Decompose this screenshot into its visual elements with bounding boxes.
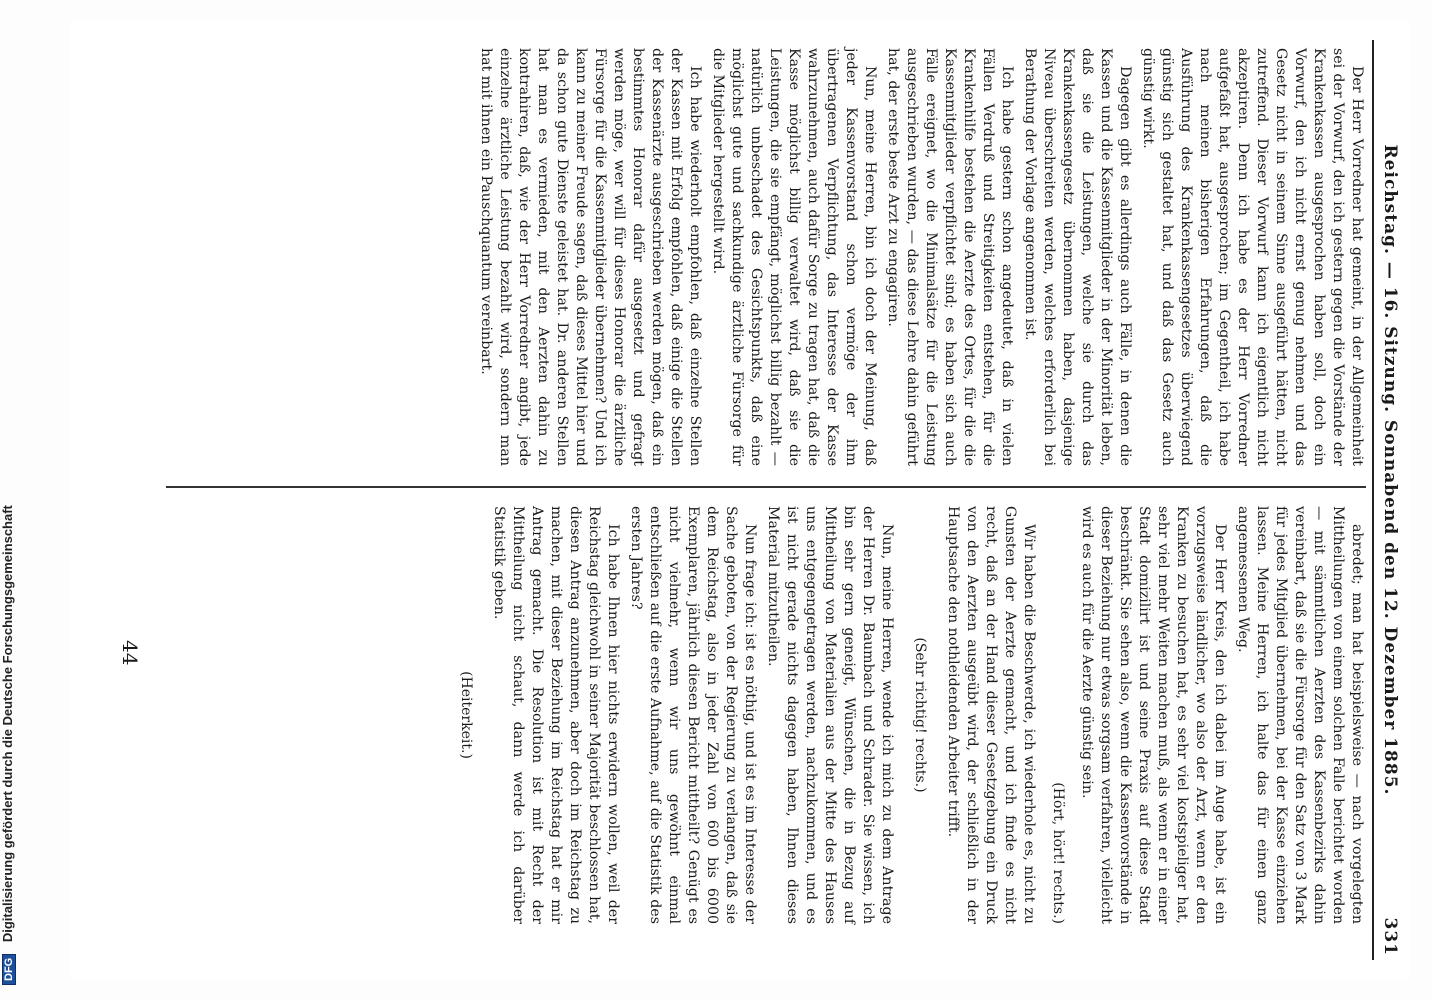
left-column [96,48,1366,466]
dfg-logo: DFG [2,954,16,985]
right-column [96,506,1366,924]
paragraph: Der Herr Vorredner hat gemeint, in der Allgemeinheit sei der Vorwurf, den ich gestern gegen die Vorstände der Krankenkassen ausgesprochen haben soll, doch ein Vorwurf, den ich nicht ernst genug nehmen und das Gesetz nicht in seinem Sinne ausgeführt hätten, nicht zutreffend. Dieser Vorwurf kann ich eigentlich nicht akzeptiren. Denn ich habe es der Herr Vorredner aufgefaßt hat, ausgesprochen; im Gegentheil, ich habe nach meinen bisherigen Erfahrungen, daß die Ausführung des Krankenkassengesetzes überwiegend günstig sich gestaltet hat, und daß das Gesetz auch günstig wirkt. [1140,48,1365,466]
header-title: Reichstag. — 16. Sitzung. Sonnabend den 12. Dezember 1885. [1380,144,1400,796]
paragraph: Wir haben die Beschwerde, ich wiederhole es, nicht zu Gunsten der Aerzte gemacht, und ich finde es nicht recht, daß an der Hand dieser Gesetzgebung ein Druck von den Aerzten ausgeübt wird, der schließlich in der Hauptsache den nothleidenden Arbeiter trifft. [945,506,1037,924]
footer-mark: 44 [118,640,142,666]
paragraph: Ich habe Ihnen hier nichts erwidern wollen, weil der Reichstag gleichwohl in seiner Majorität beschlossen hat, diesen Antrag anzunehmen, aber doch im Reichstag zu machen, mit dieser Beziehung im Reichstag hat er mir Antrag gemacht. Die Resolution ist mit Recht der Mittheilung nicht schaut, dann werde ich darüber Statistik geben. [491,506,621,924]
document-page [70,20,1410,980]
paragraph: Nun, meine Herren, bin ich doch der Meinung, daß jeder Kassenvorstand schon vermöge der ihm übertragenen Verpflichtung, das Interesse der Kasse wahrzunehmen, auch dafür Sorge zu tragen hat, daß die Kasse möglichst billig verwaltet wird, daß sie die Leistungen, die sie empfängt, möglichst billig bezahlt — natürlich unbeschadet des Gesichtspunkts, daß eine möglichst gute und sachkundige ärztliche Fürsorge für die Mitglieder hergestellt wird. [710,48,878,466]
paragraph: Der Herr Kreis, den ich dabei im Auge habe, ist ein vorzugsweise ländlicher, wo also der Arzt, wenn er den Kranken zu besuchen hat, es sehr viel kostspieliger hat, sehr viel mehr Weiten machen muß, als wenn er in einer Stadt domizilirt ist und seine Praxis auf diese Stadt beschränkt. Sie sehen also, wenn die Kassenvorstände in dieser Beziehung nur etwas sorgsam verfahren, vielleicht wird es auch für die Aerzte günstig sein. [1079,506,1228,924]
paragraph: Nun frage ich: ist es nöthig, und ist es im Interesse der Sache geboten, von der Regierung zu verlangen, daß sie dem Reichstag, also in jeder Zahl von 600 bis 6000 Exemplaren, jährlich diesen Bericht mittheilt? Genügt es nicht vielmehr, wenn wir uns gewöhnt einmal entschließen auf die erste Aufnahme, auf die Statistik des ersten Jahres? [628,506,758,924]
interjection: (Hört, hört! rechts.) [1050,782,1066,924]
attribution-strip [0,0,26,1000]
paragraph: Dagegen gibt es allerdings auch Fälle, in denen die Kassen und die Kassenmitglieder in der Minorität leben, daß sie die Leistungen, welche sie durch das Krankenkassengesetz übernommen haben, dasjenige Niveau überschreiten werden, welches erforderlich bei Berathung der Vorlage angenommen ist. [1022,48,1133,466]
paragraph: Nun, meine Herren, wende ich mich zu dem Antrage der Herren Dr. Baumbach und Schrader. Sie wissen, ich bin sehr gern geneigt, Wünschen, die in Bezug auf Mittheilung von Materialien aus der Mitte des Hauses uns entgegengetragen werden, nachzukommen, und es ist nicht gerade nichts dagegen haben, Ihnen dieses Material mitzutheilen. [765,506,895,924]
column-divider [166,486,1366,488]
interjection: (Heiterkeit.) [458,671,474,759]
paragraph: Ich habe gestern schon angedeutet, daß in vielen Fällen Verdruß und Streitigkeiten entstehen, für die Krankenhilfe bestehen die Aerzte des Ortes, für die die Kassenmitglieder verpflichtet sind; es haben sich auch Fälle ereignet, wo die Minimalsätze für die Leistung ausgeschrieben wurden, — das diese Lehre dahin geführt hat, der erste beste Arzt zu engagiren. [885,48,1015,466]
page-number: 331 [1380,917,1400,956]
paragraph: Ich habe wiederholt empfohlen, daß einzelne Stellen der Kassen mit Erfolg empfohlen, daß einige die Stellen der Kassenärzte ausgeschrieben werden mögen, daß ein bestimmtes Honorar dafür ausgesetzt und gefragt werden möge, wer will für dieses Honorar die ärztliche Fürsorge für die Kassenmitglieder übernehmen? Und ich kann zu meiner Freude sagen, daß dieses Mittel hier und da schon gute Dienste geleistet hat. Dr. anderen Stellen hat man es vermieden, mit den Aerzten dahin zu kontrahiren, daß, wie der Herr Vorredner angibt, jede einzelne ärztliche Leistung bezahlt wird, sondern man hat mit ihnen ein Pauschquantum vereinbart. [478,48,703,466]
attribution-text: Digitalisierung gefördert durch die Deutsche Forschungsgemeinschaft [0,505,15,943]
interjection: (Sehr richtig! rechts.) [912,637,928,793]
paragraph: abredet; man hat beispielsweise — nach vorgelegten Mittheilungen von einem solchen Falle berichtet worden — mit sämmtlichen Aerzten des Kassenbezirks dahin vereinbart, daß sie die Fürsorge für den Satz von 3 Mark für jedes Mitglied übernehmen, bei der Kasse einziehen lassen. Meine Herren, ich halte das für einen ganz angemessenen Weg. [1235,506,1365,924]
attribution-text-line [0,5,22,985]
page-header [1372,40,1402,960]
